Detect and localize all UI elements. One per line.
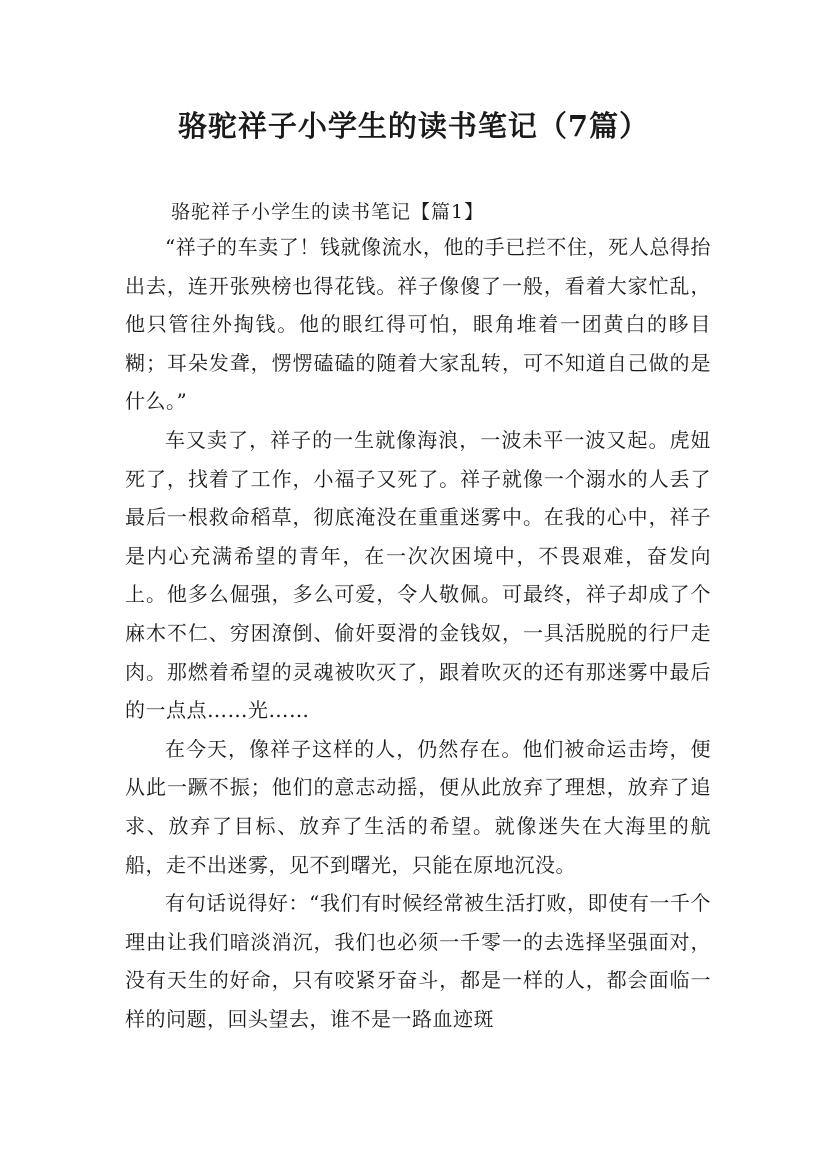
paragraph-saying: 有句话说得好：“我们有时候经常被生活打败，即使有一千个理由让我们暗淡消沉，我们也必须一千零一的去选择坚强面对，没有天生的好命，只有咬紧牙奋斗，都是一样的人，都会面临一样的问题，回头望去，谁不是一路血迹斑 [125,891,711,1031]
section-heading: 骆驼祥子小学生的读书笔记【篇1】 [171,201,485,223]
page-title: 骆驼祥子小学生的读书笔记（7篇） [177,109,650,143]
paragraph-quote: “祥子的车卖了！钱就像流水，他的手已拦不住，死人总得抬出去，连开张殃榜也得花钱。祥子像傻了一般，看着大家忙乱，他只管往外掏钱。他的眼红得可怕，眼角堆着一团黄白的眵目糊；耳朵发聋，愣愣磕磕的随着大家乱转，可不知道自己做的是什么。” [125,235,711,414]
document-body [125,196,711,1038]
paragraph-reflection: 车又卖了，祥子的一生就像海浪，一波未平一波又起。虎妞死了，找着了工作，小福子又死了。祥子就像一个溺水的人丢了最后一根救命稻草，彻底淹没在重重迷雾中。在我的心中，祥子是内心充满希望的青年，在一次次困境中，不畏艰难，奋发向上。他多么倔强，多么可爱，令人敬佩。可最终，祥子却成了个麻木不仁、穷困潦倒、偷奸耍滑的金钱奴，一具活脱脱的行尸走肉。那燃着希望的灵魂被吹灭了，跟着吹灭的还有那迷雾中最后的一点点……光…… [125,427,711,723]
paragraph-today: 在今天，像祥子这样的人，仍然存在。他们被命运击垮，便从此一蹶不振；他们的意志动摇，便从此放弃了理想，放弃了追求、放弃了目标、放弃了生活的希望。就像迷失在大海里的航船，走不出迷雾，见不到曙光，只能在原地沉没。 [125,736,711,877]
